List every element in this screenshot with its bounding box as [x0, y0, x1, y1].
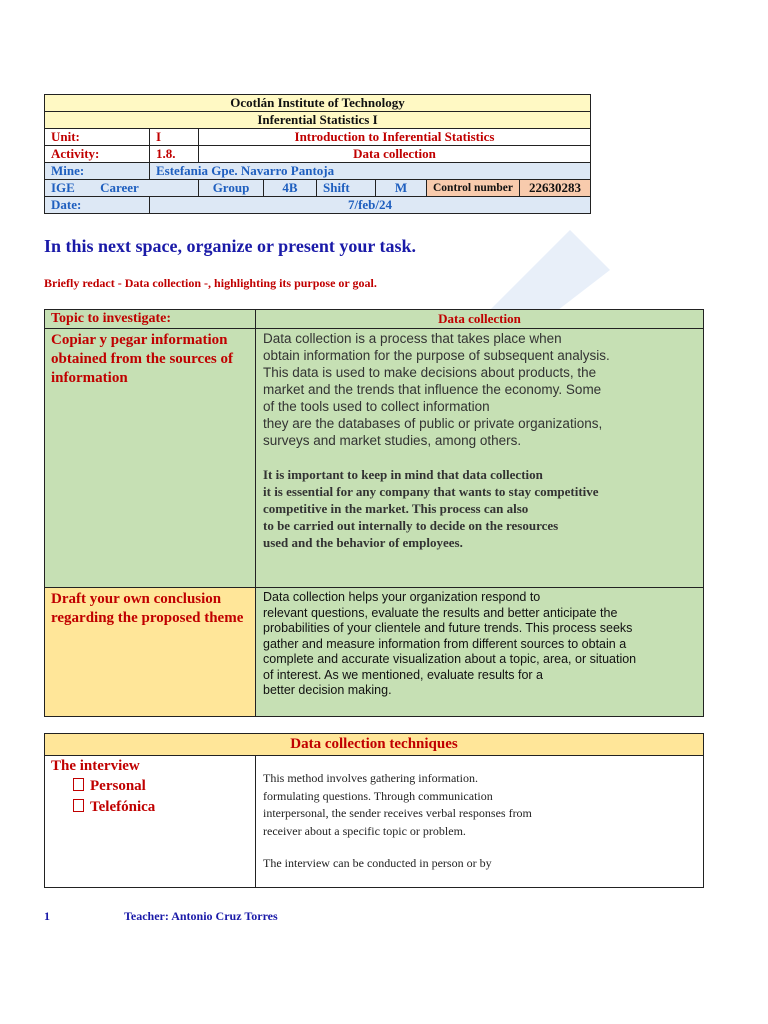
- copy-paragraph-2: [257, 466, 702, 551]
- career-label: Career: [100, 180, 139, 195]
- text-line: it is essential for any company that wants to stay competitive: [263, 484, 599, 499]
- text-line: better decision making.: [263, 683, 392, 697]
- text-line: formulating questions. Through communication: [263, 788, 493, 803]
- activity-value: 1.8.: [150, 146, 199, 163]
- text-line: market and the trends that influence the economy. Some: [263, 382, 602, 397]
- draft-content: [256, 588, 704, 717]
- text-line: This method involves gathering information.: [263, 771, 478, 785]
- activity-title: Data collection: [199, 146, 591, 163]
- techniques-table: [44, 733, 704, 888]
- task-title: In this next space, organize or present your task.: [44, 236, 417, 256]
- bullet-label: Personal: [90, 778, 146, 794]
- text-line: used and the behavior of employees.: [263, 535, 463, 550]
- text-line: obtain information for the purpose of subsequent analysis.: [263, 348, 610, 363]
- copy-paste-content: [256, 329, 704, 588]
- text-line: they are the databases of public or private organizations,: [263, 416, 603, 431]
- research-table: [44, 309, 704, 717]
- teacher-name: Teacher: Antonio Cruz Torres: [124, 909, 278, 923]
- bullet-box-icon: [73, 799, 84, 812]
- text-line: relevant questions, evaluate the results and better anticipate the: [263, 605, 618, 620]
- course-name: Inferential Statistics I: [45, 112, 591, 129]
- interview-content: [256, 756, 704, 888]
- topic-value: Data collection: [256, 310, 704, 329]
- group-label: Group: [199, 180, 264, 197]
- date-value: 7/feb/24: [150, 197, 591, 214]
- interview-cell: [45, 756, 256, 888]
- text-line: competitive in the market. This process can also: [263, 501, 529, 516]
- text-line: of interest. As we mentioned, evaluate results for a: [263, 667, 544, 682]
- text-line: Data collection helps your organization respond to: [263, 590, 541, 604]
- career-code: IGE: [51, 180, 75, 195]
- career-cell: [45, 180, 199, 197]
- text-line: gather and measure information from different sources to obtain a: [263, 636, 627, 651]
- unit-value: I: [150, 129, 199, 146]
- copy-paragraph-1: [257, 330, 702, 449]
- control-label: Control number: [427, 180, 520, 197]
- shift-value: M: [376, 180, 427, 197]
- text-line: to be carried out internally to decide on the resources: [263, 518, 559, 533]
- draft-paragraph: [257, 590, 702, 699]
- date-label: Date:: [45, 197, 150, 214]
- interview-label: The interview: [51, 758, 140, 774]
- bullet-item: [51, 797, 249, 818]
- shift-label: Shift: [317, 180, 376, 197]
- topic-label: Topic to investigate:: [45, 310, 256, 329]
- interview-paragraph-2: The interview can be conducted in person or by: [263, 856, 492, 870]
- bullet-box-icon: [73, 778, 84, 791]
- text-line: receiver about a specific topic or problem.: [263, 823, 466, 838]
- interview-paragraph-1: [257, 770, 702, 840]
- bullet-label: Telefónica: [90, 799, 156, 815]
- text-line: It is important to keep in mind that data collection: [263, 467, 543, 482]
- text-line: This data is used to make decisions about products, the: [263, 365, 597, 380]
- unit-label: Unit:: [45, 129, 150, 146]
- group-value: 4B: [264, 180, 317, 197]
- mine-label: Mine:: [45, 163, 150, 180]
- mine-value: Estefania Gpe. Navarro Pantoja: [150, 163, 591, 180]
- task-subtitle: Briefly redact - Data collection -, highlighting its purpose or goal.: [44, 276, 377, 290]
- draft-label: Draft your own conclusion regarding the proposed theme: [45, 588, 256, 717]
- text-line: probabilities of your clientele and future trends. This process seeks: [263, 621, 633, 635]
- page-number: 1: [44, 909, 50, 923]
- text-line: complete and accurate visualization about a topic, area, or situation: [263, 652, 637, 666]
- text-line: surveys and market studies, among others.: [263, 433, 522, 448]
- header-table: [44, 94, 591, 214]
- control-value: 22630283: [519, 180, 590, 197]
- text-line: Data collection is a process that takes place when: [263, 331, 562, 346]
- techniques-title: Data collection techniques: [45, 734, 704, 756]
- bullet-item: [51, 776, 249, 797]
- institute-name: Ocotlán Institute of Technology: [45, 95, 591, 112]
- text-line: interpersonal, the sender receives verbal responses from: [263, 806, 532, 820]
- copy-paste-label: Copiar y pegar information obtained from the sources of information: [45, 329, 256, 588]
- unit-title: Introduction to Inferential Statistics: [199, 129, 591, 146]
- text-line: of the tools used to collect information: [263, 399, 490, 414]
- activity-label: Activity:: [45, 146, 150, 163]
- interview-bullets: [51, 776, 249, 818]
